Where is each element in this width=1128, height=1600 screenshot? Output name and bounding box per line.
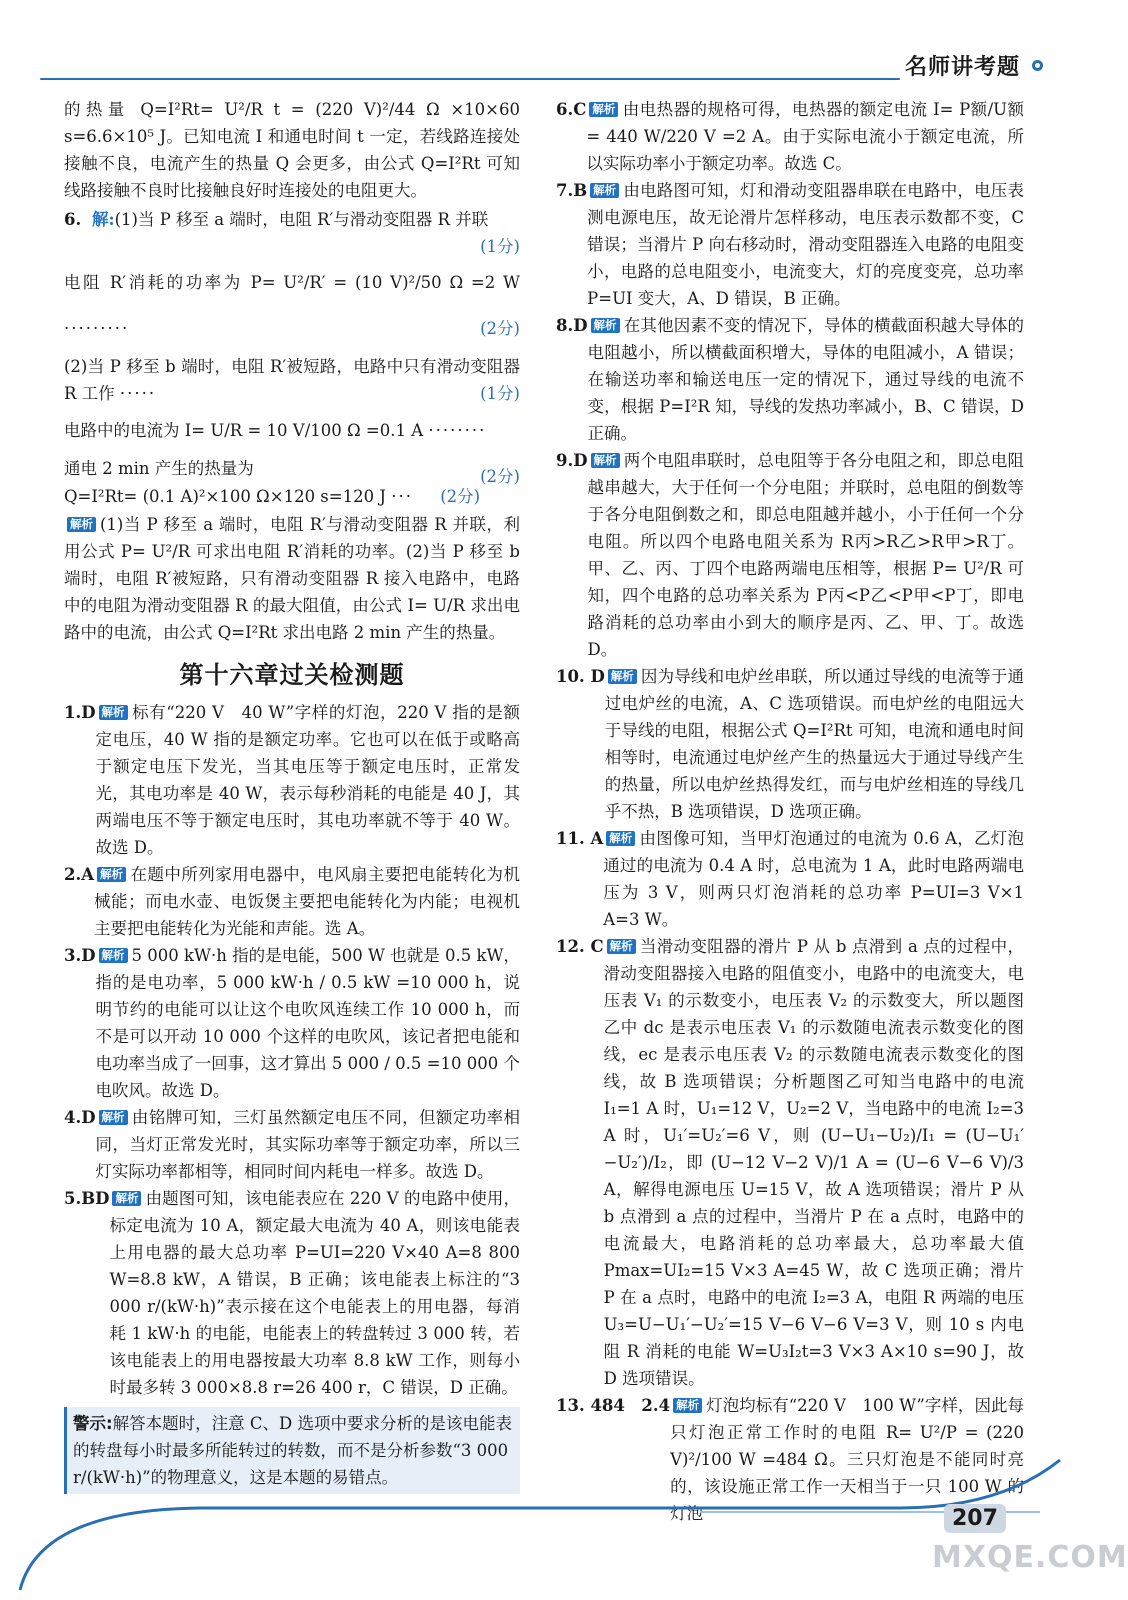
section-title: 第十六章过关检测题: [179, 661, 405, 689]
answer-body: [94, 861, 520, 942]
analysis-tag: 解析: [608, 669, 637, 684]
answer-item-6c: [556, 96, 1024, 177]
answer-body: [587, 177, 1024, 312]
warning-label: 警示:: [73, 1414, 113, 1433]
analysis-tag: 解析: [589, 102, 618, 117]
score-mark: (2分): [480, 319, 520, 338]
answer-number: 9.D: [556, 451, 588, 470]
watermark: MXQE.COM: [932, 1540, 1128, 1575]
solution-line: (1)当 P 移至 a 端时，电阻 R′与滑动变阻器 R 并联: [114, 210, 489, 229]
solution-line: 电路中的电流为 I= U/R = 10 V/100 Ω =0.1 A: [64, 421, 424, 440]
answer-body: [586, 96, 1024, 177]
score-mark: (2分): [440, 487, 481, 506]
answer-body: [96, 1104, 520, 1185]
leader-dots: ·········: [64, 319, 130, 338]
solution-line: Q=I²Rt= (0.1 A)²×100 Ω×120 s=120 J: [64, 487, 386, 506]
analysis-text: 5 000 kW·h 指的是电能，500 W 也就是 0.5 kW，指的是电功率，5 000 kW·h / 0.5 kW =10 000 h，说明节约的电能可以让这个电吹风连续工作 10 000 h，而不是可以开动 10 000 个这样的电吹风，该记者把电能和电功率当成了一回事，这才算出 5 000 / 0.5 =10 000 个电吹风。故选 D。: [95, 946, 520, 1100]
paragraph-continuation: 的热量 Q=I²Rt= U²/R t = (220 V)²/44 Ω ×10×60 s=6.6×10⁵ J。已知电流 I 和通电时间 t 一定，若线路连接处接触不良，电流产生的热量 Q 会更多，由公式 Q=I²Rt 可知线路接触不良时比接触良好时连接处的电阻更大。: [64, 100, 520, 200]
solution-line-row: [64, 353, 520, 407]
analysis-tag: 解析: [97, 867, 126, 882]
header-circle-icon: [1032, 60, 1043, 71]
analysis-tag: 解析: [99, 705, 128, 720]
analysis-block: [64, 511, 520, 646]
answer-item-10: [556, 663, 1024, 825]
answer-item-3: [64, 942, 520, 1104]
answer-number: 2.A: [64, 865, 95, 884]
page-number: 207: [944, 1504, 1006, 1533]
answer-number: 11. A: [556, 829, 604, 848]
solution-line: (2)当 P 移至 b 端时，电阻 R′被短路，电路中只有滑动变阻器 R 工作: [64, 357, 520, 403]
answer-body: [604, 933, 1024, 1392]
analysis-tag: 解析: [591, 318, 620, 333]
analysis-tag: 解析: [67, 517, 96, 532]
analysis-tag: 解析: [99, 948, 128, 963]
answer-number: 10. D: [556, 667, 605, 686]
answer-number: 12. C: [556, 937, 604, 956]
answer-item-1: [64, 699, 520, 861]
analysis-text: 由题图可知，该电能表应在 220 V 的电路中使用，标定电流为 10 A，额定最大电流为 40 A，则该电能表上用电器的最大总功率 P=UI=220 V×40 A=8 800 W=8.8 kW，A 错误，B 正确；该电能表上标注的“3 000 r/(kW·h)”表示接在这个电能表上的用电器，每消耗 1 kW·h 的电能，电能表上的转盘转过 3 000 转，若该电能表上的用电器按最大功率 8.8 kW 工作，则每小时最多转 3 000×8.8 r=26 400 r，C 错误，D 正确。: [109, 1189, 520, 1397]
solution-line: 通电 2 min 产生的热量为: [64, 459, 254, 478]
answer-body: [92, 206, 520, 260]
analysis-tag: 解析: [607, 939, 636, 954]
analysis-tag: 解析: [591, 453, 620, 468]
answer-number: 3.D: [64, 946, 96, 965]
answer-item-2: [64, 861, 520, 942]
solution-line-row: [64, 483, 520, 510]
answer-body: [96, 699, 520, 861]
leader-dots: ···: [391, 487, 413, 506]
right-column: [556, 96, 1024, 1527]
answer-number: 8.D: [556, 316, 588, 335]
answer-body: [109, 1185, 520, 1401]
answer-body: [588, 312, 1024, 447]
footer-decoration: [0, 1450, 1082, 1600]
analysis-text: 灯泡均标有“220 V 100 W”字样，因此每只灯泡正常工作时的电阻 R= U²/P = (220 V)²/100 W =484 Ω。三只灯泡是不能同时亮的，该设施正常工作一天相当于一只 100 W 的灯泡: [670, 1396, 1024, 1523]
solution-line: 电阻 R′消耗的功率为 P= U²/R′ = (10 V)²/50 Ω =2 W: [64, 273, 520, 292]
answer-number: 4.D: [64, 1108, 96, 1127]
analysis-text: 当滑动变阻器的滑片 P 从 b 点滑到 a 点的过程中，滑动变阻器接入电路的阻值变小，电路中的电流变大，电压表 V₁ 的示数变小，电压表 V₂ 的示数变大，所以题图乙中 dc 是表示电压表 V₁ 的示数随电流表示数变化的图线，ec 是表示电压表 V₂ 的示数随电流表示数变化的图线，故 B 选项错误；分析题图乙可知当电路中的电流 I₁=1 A 时，U₁=12 V，U₂=2 V，当电路中的电流 I₂=3 A 时，U₁′=U₂′=6 V，则 (U−U₁−U₂)/I₁ = (U−U₁′−U₂′)/I₂，即 (U−12 V−2 V)/1 A = (U−6 V−6 V)/3 A，解得电源电压 U=15 V，故 A 选项错误；滑片 P 从 b 点滑到 a 点的过程中，当滑片 P 在 a 点时，电路中的电流最大，电路消耗的总功率最大，总功率最大值 Pmax=UI₂=15 V×3 A=45 W，故 C 选项正确；滑片 P 在 a 点时，电路中的电流 I₂=3 A，电阻 R 两端的电压 U₃=U−U₁′−U₂′=15 V−6 V−6 V=3 V，则 10 s 内电阻 R 消耗的电能 W=U₃I₂t=3 V×3 A×10 s=90 J，故 D 选项错误。: [603, 937, 1024, 1388]
analysis-text: 两个电阻串联时，总电阻等于各分电阻之和，即总电阻越串越大，大于任何一个分电阻；并联时，总电阻的倒数等于各分电阻倒数之和，即总电阻越并越小，小于任何一个分电阻。所以四个电路电阻关系为 R丙>R乙>R甲>R丁。甲、乙、丙、丁四个电路两端电压相等，根据 P= U²/R 可知，四个电路的总功率关系为 P丙<P乙<P甲<P丁，即电路消耗的总功率由小到大的顺序是丙、乙、甲、丁。故选 D。: [587, 451, 1024, 659]
analysis-text: 由电路图可知，灯和滑动变阻器串联在电路中，电压表测电源电压，故无论滑片怎样移动，电压表示数都不变，C 错误；当滑片 P 向右移动时，滑动变阻器连入电路的电阻变小，电路的总电阻变小，电流变大，灯的亮度变亮，总功率 P=UI 变大，A、D 错误，B 正确。: [587, 181, 1024, 308]
answer-number: 13. 484 2.4: [556, 1396, 671, 1415]
answer-body: [96, 942, 520, 1104]
solution-line-row: [64, 260, 520, 352]
score-mark: (2分): [480, 467, 520, 486]
answer-item-9: [556, 447, 1024, 663]
analysis-text: 由铭牌可知，三灯虽然额定电压不同，但额定功率相同，当灯正常发光时，其实际功率等于额定功率，所以三灯实际功率都相等，相同时间内耗电一样多。故选 D。: [95, 1108, 520, 1181]
answer-item-5: [64, 1185, 520, 1401]
answer-body: [603, 825, 1024, 933]
analysis-text: 由电热器的规格可得，电热器的额定电流 I= P额/U额 = 440 W/220 V =2 A。由于实际电流小于额定电流，所以实际功率小于额定功率。故选 C。: [586, 100, 1024, 173]
score-mark: (1分): [480, 237, 520, 256]
analysis-text: (1)当 P 移至 a 端时，电阻 R′与滑动变阻器 R 并联，利用公式 P= U²/R 可求出电阻 R′消耗的功率。(2)当 P 移至 b 端时，电阻 R′被短路，只有滑动变阻器 R 接入电路中，电路中的电阻为滑动变阻器 R 的最大阻值，由公式 I= U/R 求出电路中的电流，由公式 Q=I²Rt 求出电路 2 min 产生的热量。: [64, 515, 520, 642]
answer-number: 7.B: [556, 181, 588, 200]
analysis-text: 标有“220 V 40 W”字样的灯泡，220 V 指的是额定电压，40 W 指的是额定功率。它也可以在低于或略高于额定电压下发光，当其电压等于额定电压时，正常发光，其电功率是 40 W，表示每秒消耗的电能是 40 J，其两端电压不等于额定电压时，其电功率就不等于 40 W。故选 D。: [95, 703, 520, 857]
footer-curve-line: [20, 1460, 1060, 1590]
answer-item-12: [556, 933, 1024, 1392]
score-mark: (1分): [480, 384, 520, 403]
answer-item-7: [556, 177, 1024, 312]
leader-dots: ·····: [119, 384, 157, 403]
answer-number: 6.: [64, 210, 82, 229]
header-title: 名师讲考题: [905, 55, 1021, 80]
analysis-tag: 解析: [673, 1398, 702, 1413]
analysis-text: 在其他因素不变的情况下，导体的横截面积越大导体的电阻越小，所以横截面积增大，导体的电阻减小，A 错误；在输送功率和输送电压一定的情况下，通过导线的电流不变，根据 P=I²R 知，导线的发热功率减小，B、C 错误，D 正确。: [587, 316, 1024, 443]
answer-body: [588, 447, 1024, 663]
left-column: [64, 96, 520, 1494]
analysis-tag: 解析: [590, 183, 619, 198]
answer-number: 1.D: [64, 703, 96, 722]
answer-item-4: [64, 1104, 520, 1185]
answer-body: [605, 663, 1024, 825]
analysis-text: 因为导线和电炉丝串联，所以通过导线的电流等于通过电炉丝的电流，A、C 选项错误。而电炉丝的电阻远大于导线的电阻，根据公式 Q=I²Rt 可知，电流和通电时间相等时，电流通过电炉丝产生的热量远大于通过导线产生的热量，所以电炉丝热得发红，而与电炉丝相连的导线几乎不热，B 选项错误，D 选项正确。: [604, 667, 1024, 821]
analysis-text: 在题中所列家用电器中，电风扇主要把电能转化为机械能；而电水壶、电饭煲主要把电能转化为内能；电视机主要把电能转化为光能和声能。选 A。: [94, 865, 520, 938]
answer-item-6: [64, 206, 520, 260]
answer-item-8: [556, 312, 1024, 447]
answer-item-11: [556, 825, 1024, 933]
analysis-text: 由图像可知，当甲灯泡通过的电流为 0.6 A，乙灯泡通过的电流为 0.4 A 时，总电流为 1 A，此时电路两端电压为 3 V，则两只灯泡消耗的总功率 P=UI=3 V×1 A=3 W。: [603, 829, 1024, 929]
answer-number: 5.BD: [64, 1189, 110, 1208]
analysis-tag: 解析: [606, 831, 635, 846]
header-rule: [40, 78, 900, 80]
leader-dots: ········: [428, 421, 487, 440]
answer-number: 6.C: [556, 100, 587, 119]
warning-text: 解答本题时，注意 C、D 选项中要求分析的是该电能表的转盘每小时最多所能转过的转数，而不是分析参数“3 000 r/(kW·h)”的物理意义，这是本题的易错点。: [73, 1414, 512, 1487]
solution-label: 解:: [92, 210, 115, 229]
analysis-tag: 解析: [99, 1110, 128, 1125]
analysis-tag: 解析: [112, 1191, 141, 1206]
